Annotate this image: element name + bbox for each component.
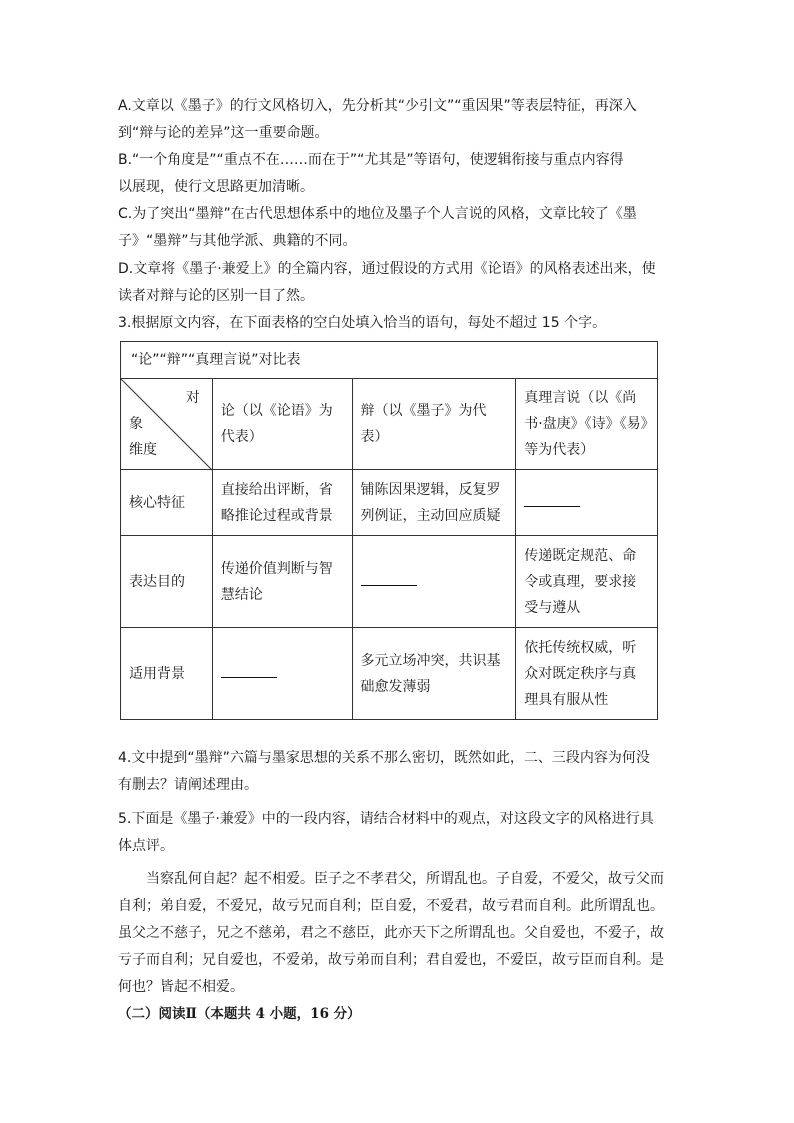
row-label: 表达目的 xyxy=(121,536,213,628)
corner-label-top: 对 xyxy=(185,390,200,406)
option-d-line2: 读者对辩与论的区别一目了然。 xyxy=(118,288,314,304)
question-5-line2: 体点评。 xyxy=(118,838,174,854)
question-3-prompt: 3.根据原文内容，在下面表格的空白处填入恰当的语句，每处不超过 15 个字。 xyxy=(118,315,607,331)
answer-blank[interactable] xyxy=(361,573,417,586)
question-4-line2: 有删去？请阐述理由。 xyxy=(118,777,258,793)
option-b xyxy=(118,147,671,201)
excerpt-line4: 亏子而自利；兄自爱也，不爱弟，故亏弟而自利；君自爱也，不爱臣，故亏臣而自利。是 xyxy=(118,952,664,968)
table-row xyxy=(121,470,658,536)
corner-label-mid: 象 xyxy=(129,416,143,432)
table-row xyxy=(121,536,658,628)
row-label: 适用背景 xyxy=(121,628,213,720)
row-label: 核心特征 xyxy=(121,470,213,536)
table-header-row xyxy=(121,379,658,470)
header-bian: 辩（以《墨子》为代表） xyxy=(352,379,516,470)
question-5-line1: 5.下面是《墨子·兼爱》中的一段内容，请结合材料中的观点，对这段文字的风格进行具 xyxy=(118,811,654,827)
option-c-line1: C.为了突出“墨辩”在古代思想体系中的地位及墨子个人言说的风格，文章比较了《墨 xyxy=(118,206,637,222)
cell-bian: 多元立场冲突，共识基础愈发薄弱 xyxy=(352,628,516,720)
section-heading: （二）阅读Ⅱ（本题共 4 小题，16 分） xyxy=(118,1006,361,1022)
option-a-line1: A.文章以《墨子》的行文风格切入，先分析其“少引文”“重因果”等表层特征，再深入 xyxy=(118,98,637,114)
cell-lun: 传递价值判断与智慧结论 xyxy=(212,536,352,628)
classical-excerpt xyxy=(118,866,671,1001)
question-4 xyxy=(118,745,671,799)
table-title: “论”“辩”“真理言说”对比表 xyxy=(121,342,658,379)
option-b-line2: 以展现，使行文思路更加清晰。 xyxy=(118,179,314,195)
cell-zhenli: 依托传统权威，听众对既定秩序与真理具有服从性 xyxy=(516,628,658,720)
excerpt-line2: 自利；弟自爱，不爱兄，故亏兄而自利；臣自爱，不爱君，故亏君而自利。此所谓乱也。 xyxy=(118,898,664,914)
excerpt-line1: 当察乱何自起？起不相爱。臣子之不孝君父，所谓乱也。子自爱，不爱父，故亏父而 xyxy=(146,871,664,887)
option-c-line2: 子》“墨辩”与其他学派、典籍的不同。 xyxy=(118,233,357,249)
question-4-line1: 4.文中提到“墨辩”六篇与墨家思想的关系不那么密切，既然如此，二、三段内容为何没 xyxy=(118,750,650,766)
option-b-line1: B.“一个角度是”“重点不在……而在于”“尤其是”等语句，使逻辑衔接与重点内容得 xyxy=(118,152,624,168)
option-a-line2: 到“辩与论的差异”这一重要命题。 xyxy=(118,125,329,141)
cell-bian: 铺陈因果逻辑，反复罗列例证，主动回应质疑 xyxy=(352,470,516,536)
answer-blank[interactable] xyxy=(524,494,580,507)
question-5 xyxy=(118,806,671,860)
blank-bian-purpose[interactable] xyxy=(352,536,516,628)
cell-lun: 直接给出评断，省略推论过程或背景 xyxy=(212,470,352,536)
cell-zhenli: 传递既定规范、命令或真理，要求接受与遵从 xyxy=(516,536,658,628)
answer-blank[interactable] xyxy=(221,665,277,678)
option-c xyxy=(118,201,671,255)
blank-lun-background[interactable] xyxy=(212,628,352,720)
comparison-table xyxy=(120,341,658,720)
option-d-line1: D.文章将《墨子·兼爱上》的全篇内容，通过假设的方式用《论语》的风格表述出来，使 xyxy=(118,261,656,277)
header-lun: 论（以《论语》为代表） xyxy=(212,379,352,470)
blank-zhenli-core[interactable] xyxy=(516,470,658,536)
header-zhenli: 真理言说（以《尚书·盘庚》《诗》《易》等为代表） xyxy=(516,379,658,470)
excerpt-line5: 何也？皆起不相爱。 xyxy=(118,979,244,995)
corner-label-bottom: 维度 xyxy=(129,442,157,458)
table-title-row xyxy=(121,342,658,379)
excerpt-line3: 虽父之不慈子，兄之不慈弟，君之不慈臣，此亦天下之所谓乱也。父自爱也，不爱子，故 xyxy=(118,925,664,941)
option-d xyxy=(118,256,671,310)
table-corner-cell xyxy=(121,379,213,470)
table-row xyxy=(121,628,658,720)
option-a xyxy=(118,93,671,147)
